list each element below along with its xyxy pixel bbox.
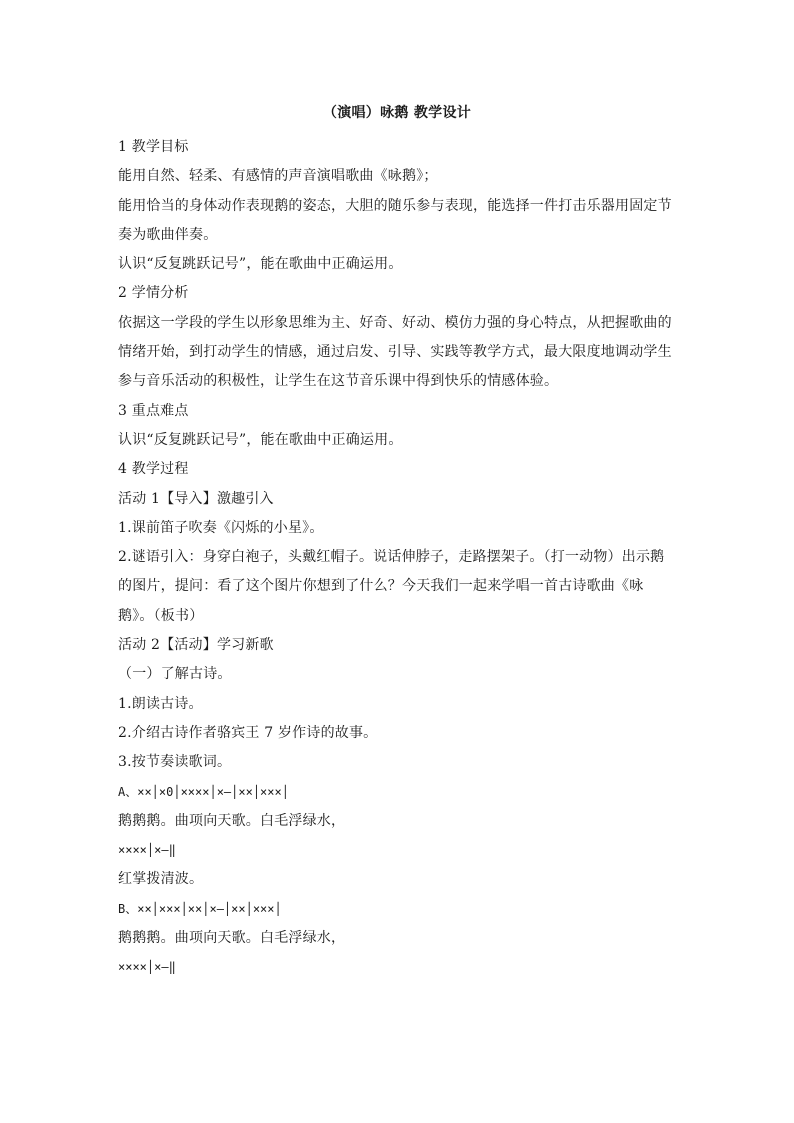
- paragraph: 认识“反复跳跃记号”，能在歌曲中正确运用。: [118, 431, 403, 448]
- rhythm-line: B、××│×××│××│×—│××│×××│: [118, 901, 282, 916]
- activity-heading: 活动 1【导入】激趣引入: [118, 490, 274, 507]
- document-title: （演唱）咏鹅 教学设计: [322, 105, 472, 121]
- paragraph: 依据这一学段的学生以形象思维为主、好奇、好动、模仿力强的身心特点，从把握歌曲的情绪开始，到打动学生的情感，通过启发、引导、实践等教学方式，最大限度地调动学生参与音乐活动的积极性，让学生在这节音乐课中得到快乐的情感体验。: [118, 314, 672, 390]
- paragraph: 认识“反复跳跃记号”，能在歌曲中正确运用。: [118, 256, 403, 273]
- activity-heading: 活动 2【活动】学习新歌: [118, 637, 274, 654]
- lyrics-line: 鹅鹅鹅。曲项向天歌。白毛浮绿水，: [118, 930, 346, 947]
- paragraph: 1.朗读古诗。: [118, 695, 203, 712]
- heading-student-analysis: 2 学情分析: [118, 285, 189, 302]
- rhythm-line: ××××│×—‖: [118, 843, 176, 858]
- paragraph: 1.课前笛子吹奏《闪烁的小星》。: [118, 519, 324, 536]
- heading-teaching-goals: 1 教学目标: [118, 139, 189, 155]
- paragraph: 能用自然、轻柔、有感情的声音演唱歌曲《咏鹅》；: [118, 168, 438, 185]
- paragraph: 能用恰当的身体动作表现鹅的姿态，大胆的随乐参与表现，能选择一件打击乐器用固定节奏为歌曲伴奏。: [118, 197, 672, 243]
- heading-key-points: 3 重点难点: [118, 402, 189, 419]
- rhythm-line: A、××│×0│××××│×—│××│×××│: [118, 784, 289, 799]
- lyrics-line: 红掌拨清波。: [118, 871, 204, 888]
- rhythm-line: ××××│×—‖: [118, 960, 176, 975]
- lyrics-line: 鹅鹅鹅。曲项向天歌。白毛浮绿水，: [118, 812, 346, 829]
- heading-teaching-process: 4 教学过程: [118, 461, 189, 478]
- paragraph: 2.谜语引入：身穿白袍子，头戴红帽子。说话伸脖子，走路摆架子。（打一动物）出示鹅的图片，提问：看了这个图片你想到了什么？今天我们一起来学唱一首古诗歌曲《咏鹅》。（板书）: [118, 549, 665, 624]
- paragraph: （一）了解古诗。: [118, 666, 232, 683]
- paragraph: 3.按节奏读歌词。: [118, 754, 232, 771]
- document-body: [118, 133, 678, 983]
- paragraph: 2.介绍古诗作者骆宾王 7 岁作诗的故事。: [118, 724, 378, 741]
